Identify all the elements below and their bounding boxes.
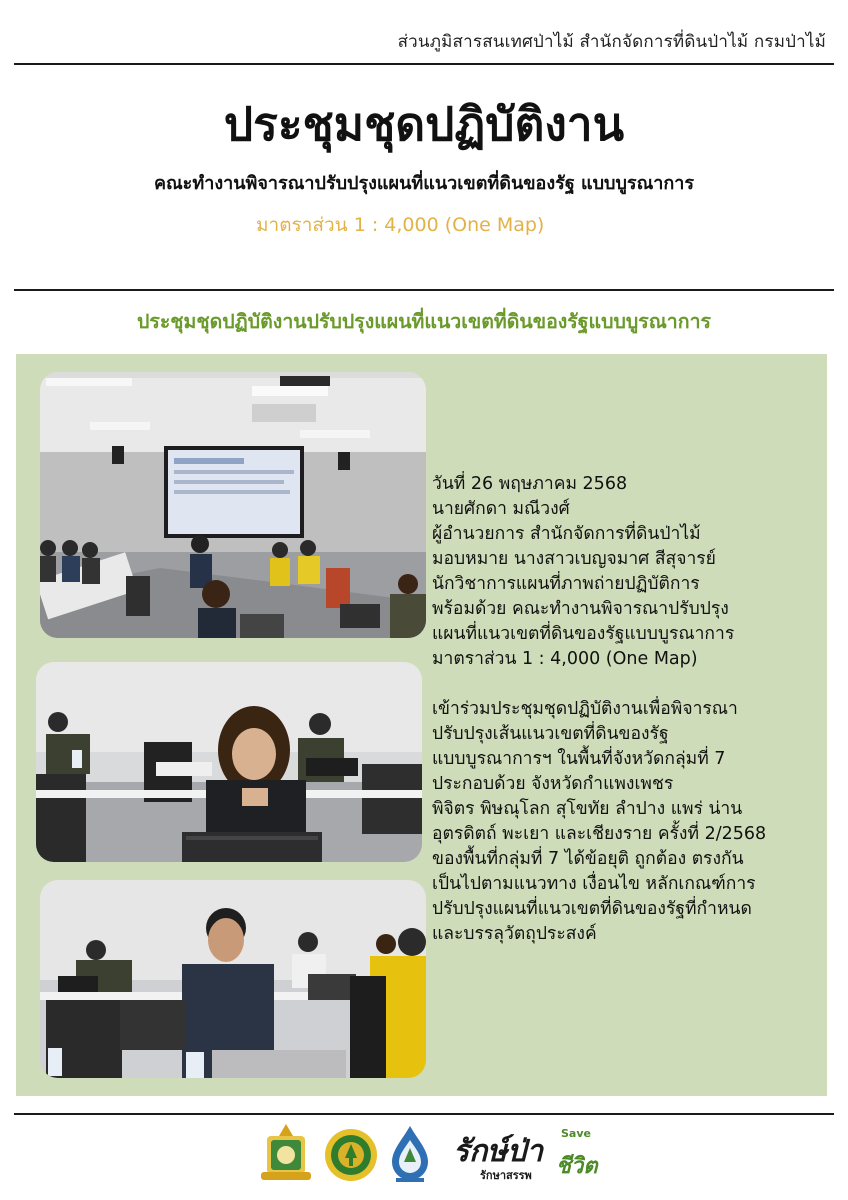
brand-logo-subtext: รักษาสรรพ xyxy=(480,1169,532,1182)
top-divider xyxy=(14,63,834,65)
forest-land-office-logo xyxy=(388,1124,432,1184)
body-line: แผนที่แนวเขตที่ดินของรัฐแบบบูรณาการ xyxy=(432,624,735,644)
royal-forest-emblem-logo xyxy=(324,1128,378,1182)
body-line: นักวิชาการแผนที่ภาพถ่ายปฏิบัติการ xyxy=(432,574,700,594)
section-divider xyxy=(14,289,834,291)
page-title: ประชุมชุดปฏิบัติงาน xyxy=(223,97,625,151)
meeting-room-photo-2 xyxy=(36,662,422,862)
body-line: มาตราส่วน 1 : 4,000 (One Map) xyxy=(432,649,698,669)
meeting-room-photo-1 xyxy=(40,372,426,638)
body-line: อุตรดิตถ์ พะเยา และเชียงราย ครั้งที่ 2/2568 xyxy=(432,824,767,844)
organization-name: ส่วนภูมิสารสนเทศป่าไม้ สำนักจัดการที่ดินป่าไม้ กรมป่าไม้ xyxy=(397,32,826,52)
paragraph-gap xyxy=(432,672,824,697)
body-line: เป็นไปตามแนวทาง เงื่อนไข หลักเกณฑ์การ xyxy=(432,874,756,894)
meeting-room-photo-3 xyxy=(40,880,426,1078)
body-line: และบรรลุวัตถุประสงค์ xyxy=(432,924,597,944)
brand-logo-save: Save xyxy=(561,1127,591,1140)
department-seal-logo xyxy=(257,1122,315,1184)
body-line: นายศักดา มณีวงศ์ xyxy=(432,499,570,519)
bottom-divider xyxy=(14,1113,834,1115)
body-line: ของพื้นที่กลุ่มที่ 7 ได้ข้อยุติ ถูกต้อง ตรงกัน xyxy=(432,849,744,869)
footer-logos xyxy=(0,1122,848,1188)
page-subtitle: คณะทำงานพิจารณาปรับปรุงแผนที่แนวเขตที่ดินของรัฐ แบบบูรณาการ xyxy=(153,173,695,194)
scale-line: มาตราส่วน 1 : 4,000 (One Map) xyxy=(256,214,545,236)
body-line: พิจิตร พิษณุโลก สุโขทัย ลำปาง แพร่ น่าน xyxy=(432,799,743,819)
brand-logo-text: รักษ์ป่า xyxy=(453,1134,543,1169)
section-title: ประชุมชุดปฏิบัติงานปรับปรุงแผนที่แนวเขตที่ดินของรัฐแบบบูรณาการ xyxy=(136,310,711,333)
body-line: ผู้อำนวยการ สำนักจัดการที่ดินป่าไม้ xyxy=(432,524,701,544)
brand-logo-life: ชีวิต xyxy=(556,1154,598,1179)
body-line: เข้าร่วมประชุมชุดปฏิบัติงานเพื่อพิจารณา xyxy=(432,699,738,719)
body-text xyxy=(432,472,824,947)
body-line: พร้อมด้วย คณะทำงานพิจารณาปรับปรุง xyxy=(432,599,729,619)
body-line: ประกอบด้วย จังหวัดกำแพงเพชร xyxy=(432,774,674,794)
body-line: วันที่ 26 พฤษภาคม 2568 xyxy=(432,474,628,494)
body-line: ปรับปรุงเส้นแนวเขตที่ดินของรัฐ xyxy=(432,724,669,744)
body-line: ปรับปรุงแผนที่แนวเขตที่ดินของรัฐที่กำหนด xyxy=(432,899,752,919)
body-line: แบบบูรณาการฯ ในพื้นที่จังหวัดกลุ่มที่ 7 xyxy=(432,749,726,769)
body-line: มอบหมาย นางสาวเบญจมาศ สีสุจารย์ xyxy=(432,549,716,569)
